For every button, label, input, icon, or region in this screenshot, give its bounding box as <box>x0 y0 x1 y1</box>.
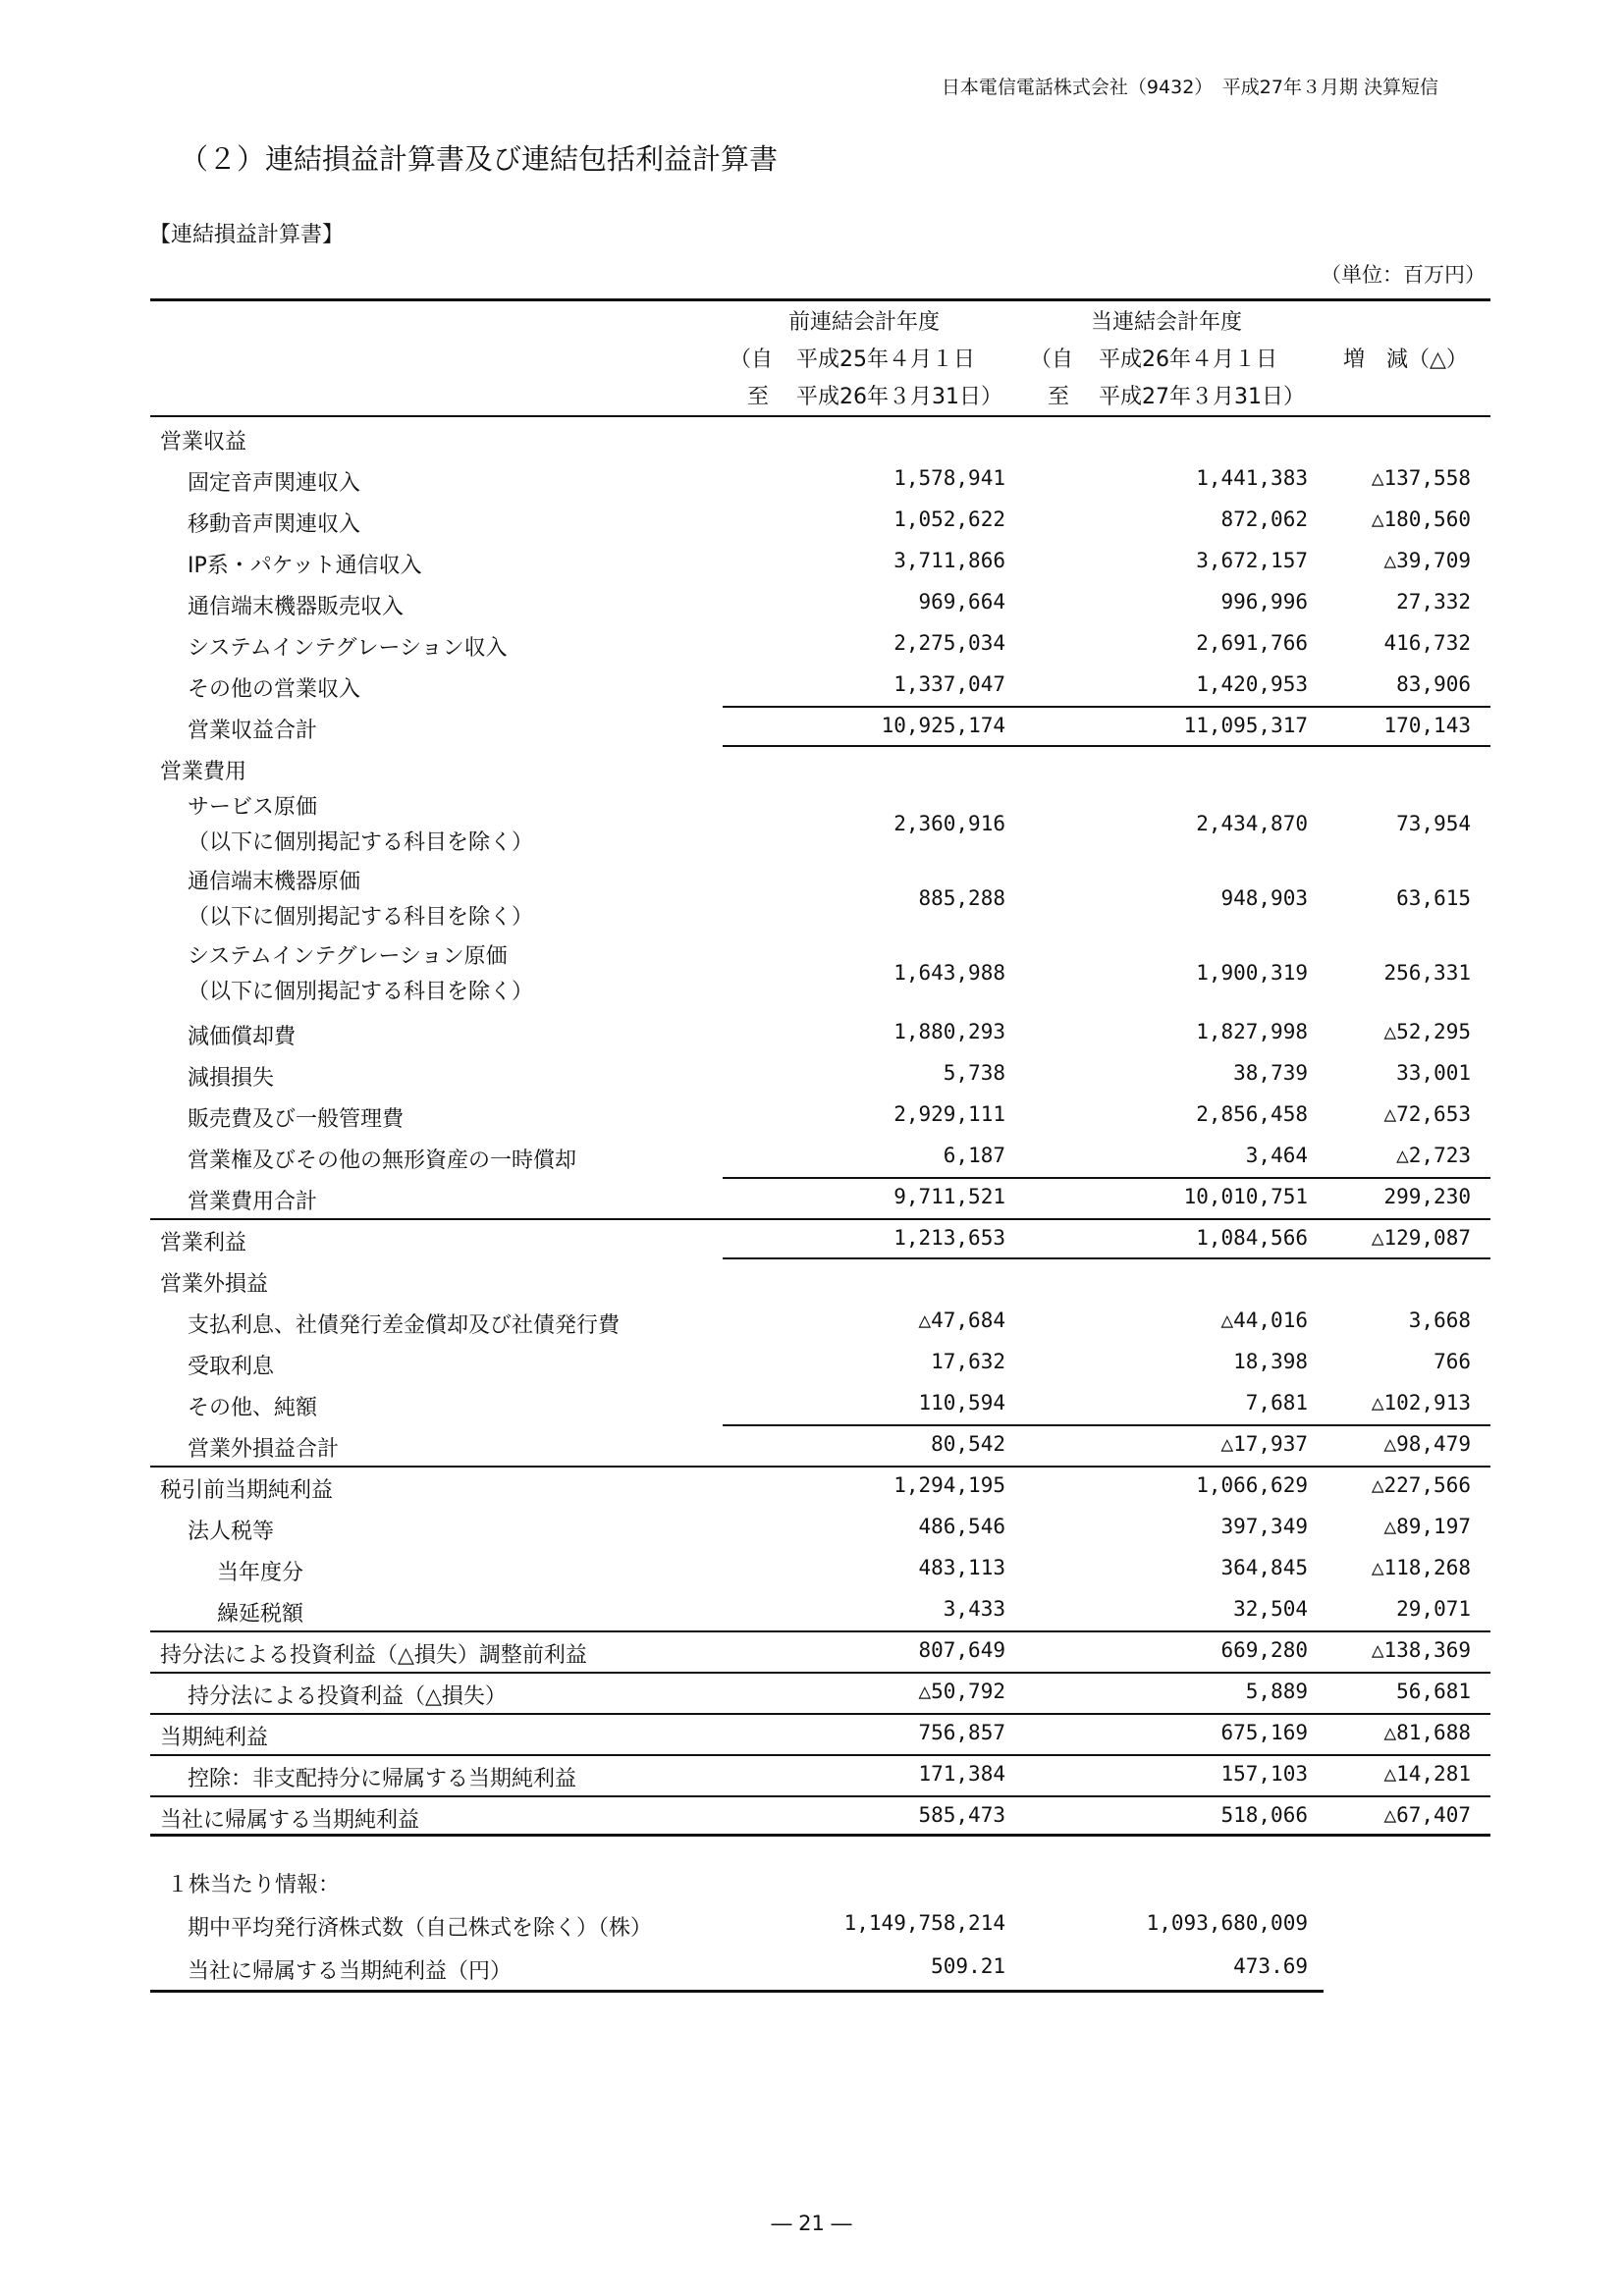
row-label-line: 支払利息、社債発行差金償却及び社債発行費 <box>188 1313 621 1338</box>
diff-value: △81,688 <box>1383 1721 1471 1744</box>
per-share-info <box>150 1860 1324 1993</box>
diff-value: 63,615 <box>1396 886 1471 910</box>
table-body <box>150 417 1490 1837</box>
row-label-line: 減価償却費 <box>188 1025 297 1049</box>
diff-value: △39,709 <box>1383 549 1471 572</box>
diff-value: △102,913 <box>1371 1391 1471 1415</box>
row-label <box>160 1721 268 1751</box>
diff-value: 73,954 <box>1396 812 1471 835</box>
table-row <box>150 1259 1490 1301</box>
row-label <box>217 1597 303 1628</box>
diff-value: △72,653 <box>1383 1102 1471 1126</box>
row-label-line: 移動音声関連収入 <box>188 512 361 537</box>
curr-value: 38,739 <box>1233 1061 1308 1085</box>
section-title: （２）連結損益計算書及び連結包括利益計算書 <box>180 142 779 176</box>
prev-value: 3,433 <box>943 1597 1005 1621</box>
diff-value: 3,668 <box>1408 1308 1471 1332</box>
table-bottom-rule <box>150 1834 1490 1837</box>
prev-value: 2,360,916 <box>893 812 1005 835</box>
total-rule <box>150 1466 1490 1468</box>
prev-value: 486,546 <box>918 1515 1005 1538</box>
prev-value: 10,925,174 <box>881 714 1005 737</box>
curr-value: 3,672,157 <box>1196 549 1308 572</box>
table-row <box>150 500 1490 541</box>
prev-value: 6,187 <box>943 1144 1005 1167</box>
curr-value: 2,856,458 <box>1196 1102 1308 1126</box>
curr-value: △44,016 <box>1220 1308 1308 1332</box>
subtotal-rule <box>723 1177 1490 1179</box>
curr-value: 3,464 <box>1245 1144 1308 1167</box>
prev-period-title: 前連結会計年度 <box>788 310 941 335</box>
row-label-line: システムインテグレーション原価 <box>188 944 508 969</box>
curr-value: 2,691,766 <box>1196 631 1308 655</box>
prev-value: 756,857 <box>918 1721 1005 1744</box>
curr-value: 32,504 <box>1233 1597 1308 1621</box>
table-row <box>150 1947 1324 1990</box>
row-label <box>188 714 317 744</box>
prev-value: 9,711,521 <box>893 1185 1005 1208</box>
diff-value: △67,407 <box>1383 1803 1471 1827</box>
diff-value: △129,087 <box>1371 1226 1471 1250</box>
diff-value: 27,332 <box>1396 590 1471 614</box>
row-label <box>160 1803 419 1834</box>
total-rule <box>150 1754 1490 1756</box>
row-label <box>188 1061 274 1092</box>
curr-value: 1,827,998 <box>1196 1020 1308 1043</box>
prev-value: 1,149,758,214 <box>843 1911 1005 1935</box>
row-label <box>188 1102 404 1133</box>
table-row <box>150 1466 1490 1507</box>
prev-value: 1,213,653 <box>893 1226 1005 1250</box>
diff-value: △180,560 <box>1371 507 1471 531</box>
table-row <box>150 1754 1490 1795</box>
prev-value: 585,473 <box>918 1803 1005 1827</box>
curr-value: 1,084,566 <box>1196 1226 1308 1250</box>
table-row <box>150 747 1490 788</box>
curr-value: 872,062 <box>1220 507 1308 531</box>
row-label <box>188 1680 507 1710</box>
table-row <box>150 1383 1490 1424</box>
curr-value: 10,010,751 <box>1183 1185 1308 1208</box>
row-label-line: 営業外損益合計 <box>188 1437 340 1462</box>
row-label-line: 税引前当期純利益 <box>160 1478 334 1503</box>
prev-value: △50,792 <box>918 1680 1005 1703</box>
subtotal-rule <box>723 706 1490 708</box>
statement-title: 【連結損益計算書】 <box>149 223 345 247</box>
prev-value: 171,384 <box>918 1762 1005 1786</box>
total-rule <box>150 1795 1490 1797</box>
row-label <box>188 1350 274 1380</box>
prev-to-mark: 至 <box>747 385 770 409</box>
total-rule <box>150 1218 1490 1220</box>
diff-value: 256,331 <box>1383 961 1471 985</box>
row-label <box>160 1473 333 1504</box>
diff-value: 83,906 <box>1396 672 1471 696</box>
row-label-line: 持分法による投資利益（△損失） <box>188 1684 507 1709</box>
row-label <box>188 1515 274 1545</box>
row-label <box>188 865 533 935</box>
curr-from-mark: （自 <box>1030 347 1074 372</box>
table-row <box>150 863 1490 937</box>
table-row <box>150 1548 1490 1589</box>
row-label <box>188 1432 339 1463</box>
curr-from-date: 平成26年４月１日 <box>1099 347 1277 372</box>
row-label <box>160 425 246 455</box>
curr-period-title: 当連結会計年度 <box>1091 310 1243 335</box>
diff-value: 299,230 <box>1383 1185 1471 1208</box>
row-label-line: サービス原価 <box>188 795 318 820</box>
total-rule <box>150 1713 1490 1715</box>
row-label <box>188 549 422 579</box>
table-row <box>150 1630 1490 1672</box>
table-row <box>150 1095 1490 1136</box>
row-label-line: 控除：非支配持分に帰属する当期純利益 <box>188 1767 577 1791</box>
table-row <box>150 417 1490 458</box>
table-row <box>150 458 1490 500</box>
curr-value: 7,681 <box>1245 1391 1308 1415</box>
row-label-note: （以下に個別掲記する科目を除く） <box>188 905 534 930</box>
row-label <box>160 1267 268 1298</box>
row-label-line: 当期純利益 <box>160 1726 269 1750</box>
prev-value: 3,711,866 <box>893 549 1005 572</box>
curr-value: 948,903 <box>1220 886 1308 910</box>
diff-value: 29,071 <box>1396 1597 1471 1621</box>
diff-value: △227,566 <box>1371 1473 1471 1497</box>
row-label-note: （以下に個別掲記する科目を除く） <box>188 980 534 1004</box>
total-rule <box>150 1630 1490 1632</box>
per-share-title: １株当たり情報： <box>167 1873 341 1897</box>
row-label <box>188 939 533 1010</box>
row-label-line: その他の営業収入 <box>188 677 361 702</box>
table-row <box>150 706 1490 747</box>
row-label-line: 営業収益合計 <box>188 719 318 743</box>
table-row <box>150 1507 1490 1548</box>
table-row <box>150 1177 1490 1218</box>
diff-value: △52,295 <box>1383 1020 1471 1043</box>
prev-to-date: 平成26年３月31日） <box>796 385 1002 409</box>
curr-value: 1,900,319 <box>1196 961 1308 985</box>
row-label <box>160 1226 246 1256</box>
table-row <box>150 1903 1324 1947</box>
prev-value: 483,113 <box>918 1556 1005 1579</box>
diff-value: △137,558 <box>1371 466 1471 490</box>
curr-value: △17,937 <box>1220 1432 1308 1456</box>
row-label-line: 当社に帰属する当期純利益 <box>160 1808 420 1833</box>
income-statement-table <box>150 298 1490 1837</box>
diff-value: △98,479 <box>1383 1432 1471 1456</box>
unit-label: （単位：百万円） <box>1321 263 1486 287</box>
curr-value: 1,066,629 <box>1196 1473 1308 1497</box>
row-label <box>188 466 360 497</box>
prev-value: 1,337,047 <box>893 672 1005 696</box>
table-row <box>150 1136 1490 1177</box>
row-label <box>188 1144 576 1174</box>
prev-value: 1,052,622 <box>893 507 1005 531</box>
diff-value: 416,732 <box>1383 631 1471 655</box>
row-label <box>217 1556 303 1586</box>
row-label-line: システムインテグレーション収入 <box>188 636 508 661</box>
diff-value: 56,681 <box>1396 1680 1471 1703</box>
prev-value: 5,738 <box>943 1061 1005 1085</box>
prev-value: 969,664 <box>918 590 1005 614</box>
per-share-title-row <box>150 1860 1324 1903</box>
prev-value: △47,684 <box>918 1308 1005 1332</box>
prev-value: 2,275,034 <box>893 631 1005 655</box>
prev-value: 1,643,988 <box>893 961 1005 985</box>
curr-value: 1,420,953 <box>1196 672 1308 696</box>
row-label <box>188 590 404 620</box>
prev-value: 1,880,293 <box>893 1020 1005 1043</box>
table-row <box>150 1713 1490 1754</box>
row-label <box>188 790 533 861</box>
row-label-line: 販売費及び一般管理費 <box>188 1107 405 1132</box>
prev-value: 807,649 <box>918 1638 1005 1662</box>
row-label <box>188 1020 296 1050</box>
row-label-line: 営業費用 <box>160 760 247 784</box>
row-label-line: 営業権及びその他の無形資産の一時償却 <box>188 1148 577 1173</box>
diff-column-title: 増 減（△） <box>1343 347 1468 372</box>
diff-value: △138,369 <box>1371 1638 1471 1662</box>
row-label-line: 営業外損益 <box>160 1272 269 1297</box>
page-number: ― 21 ― <box>771 2212 852 2235</box>
table-row <box>150 541 1490 582</box>
row-label-line: 通信端末機器原価 <box>188 870 361 894</box>
diff-value: 170,143 <box>1383 714 1471 737</box>
prev-value: 509.21 <box>931 1954 1005 1978</box>
row-label-line: 固定音声関連収入 <box>188 471 361 496</box>
row-label <box>160 1638 587 1669</box>
curr-value: 18,398 <box>1233 1350 1308 1373</box>
curr-value: 669,280 <box>1220 1638 1308 1662</box>
diff-value: △118,268 <box>1371 1556 1471 1579</box>
curr-value: 157,103 <box>1220 1762 1308 1786</box>
prev-from-mark: （自 <box>730 347 774 372</box>
row-label <box>160 755 246 785</box>
header-row-1 <box>150 301 1490 339</box>
table-row <box>150 1424 1490 1466</box>
table-row <box>150 937 1490 1012</box>
table-row <box>150 665 1490 706</box>
prev-value: 885,288 <box>918 886 1005 910</box>
curr-value: 1,441,383 <box>1196 466 1308 490</box>
table-row <box>150 1672 1490 1713</box>
prev-value: 80,542 <box>931 1432 1005 1456</box>
prev-from-date: 平成25年４月１日 <box>796 347 975 372</box>
prev-value: 1,578,941 <box>893 466 1005 490</box>
row-label <box>188 672 360 703</box>
row-label-line: IP系・パケット通信収入 <box>188 554 422 578</box>
row-label-line: 持分法による投資利益（△損失）調整前利益 <box>160 1643 587 1668</box>
curr-value: 518,066 <box>1220 1803 1308 1827</box>
document-header: 日本電信電話株式会社（9432） 平成27年３月期 決算短信 <box>941 77 1438 98</box>
diff-value: 33,001 <box>1396 1061 1471 1085</box>
curr-value: 675,169 <box>1220 1721 1308 1744</box>
prev-value: 17,632 <box>931 1350 1005 1373</box>
table-row <box>150 1301 1490 1342</box>
row-label <box>188 1308 620 1339</box>
curr-value: 996,996 <box>1220 590 1308 614</box>
prev-value: 2,929,111 <box>893 1102 1005 1126</box>
table-row <box>150 1589 1490 1630</box>
diff-value: △89,197 <box>1383 1515 1471 1538</box>
row-label-line: 通信端末機器販売収入 <box>188 595 405 619</box>
table-row <box>150 1795 1490 1837</box>
row-label <box>188 1185 317 1215</box>
curr-value: 1,093,680,009 <box>1146 1911 1308 1935</box>
diff-value: △2,723 <box>1396 1144 1471 1167</box>
curr-to-date: 平成27年３月31日） <box>1099 385 1305 409</box>
table-header <box>150 301 1490 417</box>
row-label <box>188 1762 576 1792</box>
diff-value: △14,281 <box>1383 1762 1471 1786</box>
row-label: 当社に帰属する当期純利益（円） <box>188 1959 513 1984</box>
row-label-note: （以下に個別掲記する科目を除く） <box>188 830 534 855</box>
curr-value: 5,889 <box>1245 1680 1308 1703</box>
row-label <box>188 1391 317 1421</box>
row-label-line: 減損損失 <box>188 1066 275 1091</box>
prev-value: 1,294,195 <box>893 1473 1005 1497</box>
row-label <box>188 507 360 538</box>
curr-value: 473.69 <box>1233 1954 1308 1978</box>
curr-value: 364,845 <box>1220 1556 1308 1579</box>
diff-value: 766 <box>1434 1350 1471 1373</box>
header-row-2 <box>150 339 1490 376</box>
row-label-line: その他、純額 <box>188 1396 318 1420</box>
row-label-line: 繰延税額 <box>217 1602 304 1627</box>
row-label-line: 営業収益 <box>160 430 247 454</box>
prev-value: 110,594 <box>918 1391 1005 1415</box>
row-label <box>188 631 508 662</box>
row-label-line: 法人税等 <box>188 1520 275 1544</box>
table-row <box>150 1012 1490 1053</box>
curr-value: 397,349 <box>1220 1515 1308 1538</box>
table-row <box>150 1218 1490 1259</box>
subtotal-rule <box>723 1424 1490 1426</box>
table-row <box>150 1053 1490 1095</box>
table-row <box>150 1342 1490 1383</box>
table-row <box>150 623 1490 665</box>
curr-value: 2,434,870 <box>1196 812 1308 835</box>
table-row <box>150 788 1490 863</box>
row-label-line: 受取利息 <box>188 1355 275 1379</box>
curr-to-mark: 至 <box>1048 385 1070 409</box>
table-row <box>150 582 1490 623</box>
row-label-line: 営業利益 <box>160 1231 247 1255</box>
header-row-3 <box>150 376 1490 413</box>
row-label-line: 営業費用合計 <box>188 1190 318 1214</box>
total-rule <box>150 1672 1490 1674</box>
curr-value: 11,095,317 <box>1183 714 1308 737</box>
row-label-line: 当年度分 <box>217 1561 304 1585</box>
row-label: 期中平均発行済株式数（自己株式を除く）（株） <box>188 1916 653 1941</box>
